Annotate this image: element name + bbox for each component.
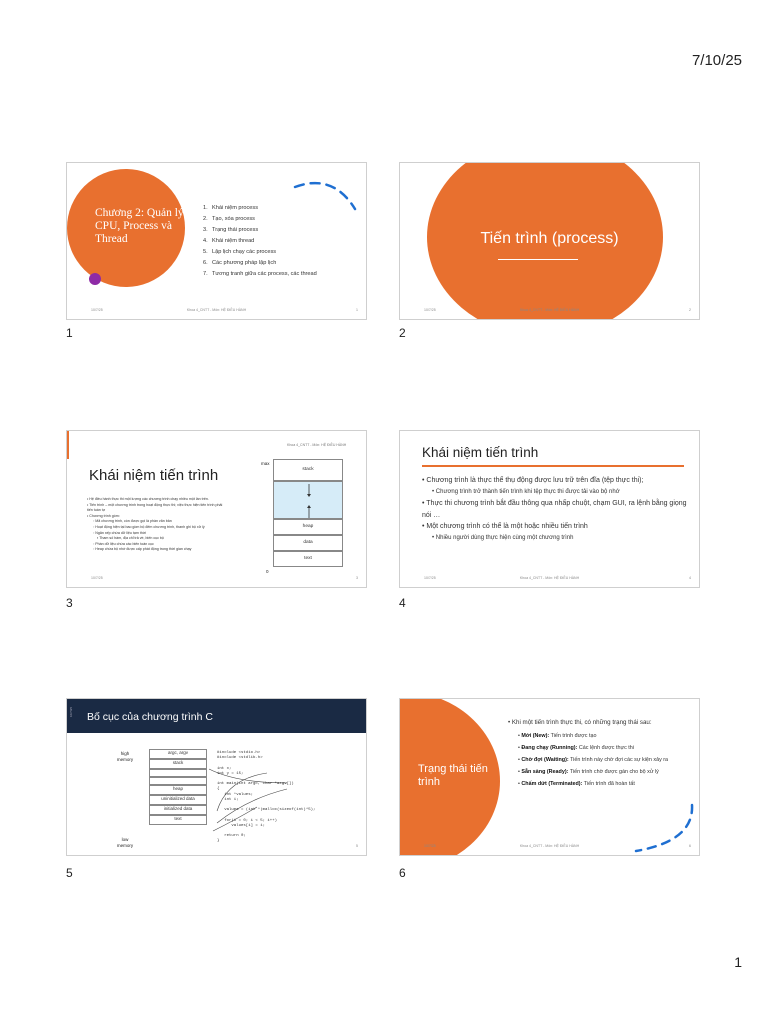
high-memory-label: high memory <box>116 751 134 762</box>
bullet-item: • Một chương trình có thể là một hoặc nhiều tiến trình <box>422 523 588 530</box>
intro-text: • Khi một tiến trình thực thi, có những trạng thái sau: <box>508 719 652 726</box>
slide-6-title: Trạng thái tiến trình <box>418 763 488 788</box>
memory-segment <box>149 769 207 777</box>
slide-footer: 10/7/25 3 <box>91 576 358 580</box>
bullet-item: ◦ Hoạt động hiện tại bao gồm bộ đếm chương trình, thanh ghi bộ xử lý <box>93 524 205 529</box>
purple-dot <box>89 273 101 285</box>
slide-1[interactable] <box>66 162 367 320</box>
low-memory-label: low memory <box>116 837 134 848</box>
state-item: • Chờ đợi (Waiting): Tiến trình này chờ đợi các sự kiện xảy ra <box>518 756 669 763</box>
slide-number: 2 <box>399 326 406 340</box>
slide-footer: 5 <box>356 844 358 848</box>
zero-label: 0 <box>266 569 269 574</box>
free-segment <box>273 481 343 519</box>
agenda-item: 4. Khái niệm thread <box>203 238 255 244</box>
memory-segment: initialized data <box>149 805 207 815</box>
slide-4[interactable] <box>399 430 700 588</box>
side-label: 10/7/25 <box>69 707 73 718</box>
slide-footer: 10/7/25 Khoa 4_CNTT - Môn: HỆ ĐIỀU HÀNH 2 <box>424 308 691 312</box>
memory-segment: uninitialized data <box>149 795 207 805</box>
growth-arrows-icon <box>274 482 344 520</box>
slide-5-title: Bố cục của chương trình C <box>87 711 213 723</box>
slide-footer: 10/7/25 Khoa 4_CNTT - Môn: HỆ ĐIỀU HÀNH 1 <box>91 308 358 312</box>
data-segment: data <box>273 535 343 551</box>
max-label: max <box>261 461 270 466</box>
page-number: 1 <box>734 954 742 970</box>
slide-6[interactable] <box>399 698 700 856</box>
memory-segment: argc, argv <box>149 749 207 759</box>
memory-segment: text <box>149 815 207 825</box>
bullet-item: ◦ Phần dữ liệu chứa các biến toàn cục <box>93 541 154 546</box>
text-segment: text <box>273 551 343 567</box>
bullet-item: • Chương trình trở thành tiến trình khi tệp thực thi được tải vào bộ nhớ <box>432 488 620 495</box>
bullet-item: • Chương trình là thực thể thụ động được lưu trữ trên đĩa (tệp thực thi); <box>422 477 644 484</box>
print-date: 7/10/25 <box>691 52 742 69</box>
slide-3[interactable] <box>66 430 367 588</box>
bullet-item: • Tiến trình – một chương trình trong hoạt động thực thi; việc thực hiện tiến trình phải <box>87 502 223 507</box>
slide-3-title: Khái niệm tiến trình <box>89 467 219 484</box>
state-item: • Sẵn sàng (Ready): Tiến trình chờ được gán cho bộ xử lý <box>518 768 659 775</box>
bullet-item: • Thực thi chương trình bắt đầu thông qua nhấp chuột, chạm GUI, ra lệnh bằng giọng nói … <box>422 500 687 519</box>
slide-number: 4 <box>399 596 406 610</box>
state-list <box>508 717 694 790</box>
slide-number: 5 <box>66 866 73 880</box>
slide-footer: 10/7/25 Khoa 4_CNTT - Môn: HỆ ĐIỀU HÀNH 4 <box>424 576 691 580</box>
bullet-item: • Nhiều người dùng thực hiện cùng một chương trình <box>432 534 574 541</box>
stack-segment: stack <box>273 459 343 481</box>
memory-segment: heap <box>149 785 207 795</box>
bullet-list <box>87 497 257 553</box>
memory-layout-diagram <box>273 459 343 567</box>
title-underline <box>498 259 578 260</box>
slide-2[interactable] <box>399 162 700 320</box>
agenda-item: 2. Tạo, xóa process <box>203 216 255 222</box>
state-item: • Chấm dứt (Terminated): Tiến trình đã hoàn tất <box>518 780 635 787</box>
title-rule <box>422 465 684 467</box>
bullet-item: ▪ Tham số hàm, địa chỉ trả về, biến cục bộ <box>97 536 164 541</box>
slide-4-title: Khái niệm tiến trình <box>422 445 539 460</box>
course-label: Khoa 4_CNTT - Môn: HỆ ĐIỀU HÀNH <box>287 443 347 447</box>
bullet-list <box>422 475 690 544</box>
agenda-list <box>203 203 317 280</box>
slide-footer: 10/7/25 Khoa 4_CNTT - Môn: HỆ ĐIỀU HÀNH 6 <box>424 844 691 848</box>
agenda-item: 3. Trạng thái process <box>203 227 259 233</box>
slide-2-title: Tiến trình (process) <box>480 230 619 247</box>
bullet-item: ◦ Ngăn xếp chứa dữ liệu tạm thời <box>93 530 146 535</box>
bullet-item: ◦ Heap chứa bộ nhớ được cấp phát động trong thời gian chạy <box>93 547 192 552</box>
agenda-item: 6. Các phương pháp lập lịch <box>203 260 277 266</box>
slide-number: 6 <box>399 866 406 880</box>
accent-bar <box>67 431 69 459</box>
bullet-item: • Hệ điều hành thực thi một lượng các chương trình chạy nhiều một lần trên. <box>87 497 209 501</box>
slide-1-title: Chương 2: Quản lý CPU, Process và Thread <box>95 207 184 245</box>
state-item: • Mới (New): Tiến trình được tạo <box>518 732 597 739</box>
code-sample: #include <stdio.h> #include <stdlib.h> int x; int y = 15; int main(int argc, char *argv[]) { int *values; int i; values = (int *)malloc(sizeof(int)*5); for(i = 0; i < 5; i++) values[i] = i; return 0; } <box>217 751 316 844</box>
agenda-item: 5. Lập lịch chạy các process <box>203 249 277 255</box>
bullet-item: tiến tuần tự <box>87 508 106 513</box>
agenda-item: 1. Khái niệm process <box>203 205 259 211</box>
c-memory-layout <box>149 749 207 825</box>
slide-number: 1 <box>66 326 73 340</box>
state-item: • Đang chạy (Running): Các lệnh được thực thi <box>518 744 634 751</box>
memory-segment: stack <box>149 759 207 769</box>
bullet-item: • Chương trình gồm: <box>87 513 120 518</box>
slide-number: 3 <box>66 596 73 610</box>
bullet-item: ◦ Mã chương trình, còn được gọi là phần văn bản <box>93 519 172 524</box>
heap-segment: heap <box>273 519 343 535</box>
slide-5[interactable] <box>66 698 367 856</box>
memory-segment <box>149 777 207 785</box>
agenda-item: 7. Tương tranh giữa các process, các thread <box>203 271 317 277</box>
